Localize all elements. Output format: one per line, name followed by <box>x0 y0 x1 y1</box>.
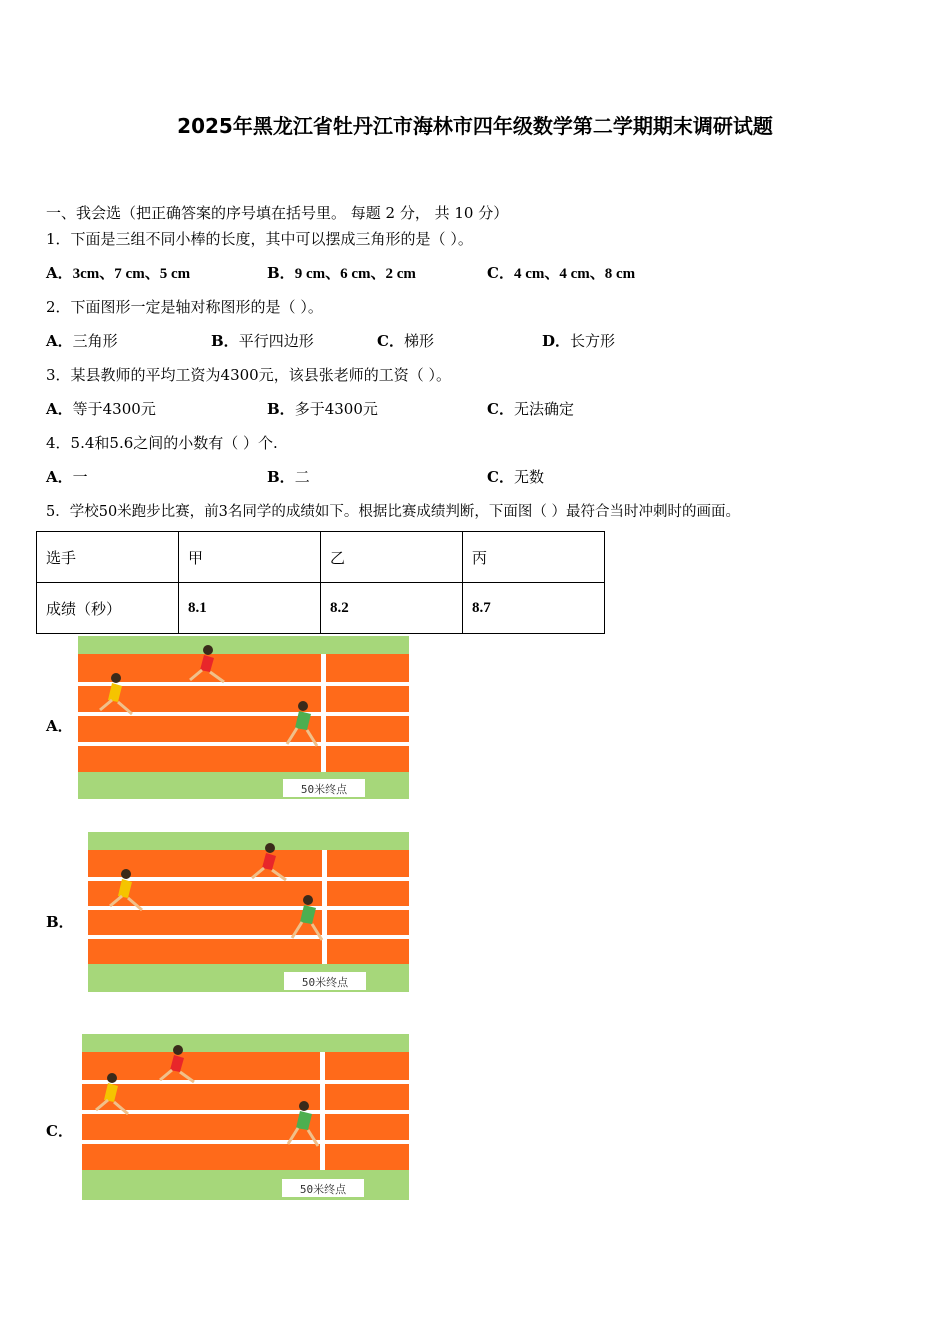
table-cell: 8.7 <box>463 583 605 634</box>
q4-option-a-text: 一 <box>72 468 88 486</box>
q1-option-b[interactable] <box>267 262 416 283</box>
q3-option-c[interactable] <box>487 398 574 419</box>
table-cell: 8.1 <box>179 583 321 634</box>
finish-label: 50米终点 <box>300 783 348 796</box>
q3-option-c-letter: C． <box>487 400 514 418</box>
finish-label: 50米终点 <box>299 1183 347 1196</box>
page-title: 2025年黑龙江省牡丹江市海林市四年级数学第二学期期末调研试题 <box>177 114 773 138</box>
score-table <box>36 531 605 634</box>
q2-option-c-text: 梯形 <box>403 332 434 350</box>
section-heading: 一、我会选（把正确答案的序号填在括号里。 每题 2 分， 共 10 分） <box>46 204 509 222</box>
q4-option-a[interactable] <box>46 466 88 487</box>
q2-option-b-text: 平行四边形 <box>238 332 314 350</box>
question-1-stem: 1．下面是三组不同小棒的长度，其中可以摆成三角形的是（ ）。 <box>46 230 473 248</box>
q2-option-b-letter: B． <box>211 332 239 350</box>
q1-option-c-text: 4 cm、4 cm、8 cm <box>513 266 636 282</box>
q2-option-c-letter: C． <box>377 332 404 350</box>
table-header-cell: 丙 <box>463 532 605 583</box>
q4-option-c-letter: C． <box>487 468 514 486</box>
q2-option-d[interactable] <box>542 330 615 351</box>
q2-option-b[interactable] <box>211 330 314 351</box>
q1-option-b-text: 9 cm、6 cm、2 cm <box>294 266 416 282</box>
q2-option-d-letter: D． <box>542 332 571 350</box>
picture-b-label[interactable]: B． <box>46 913 74 931</box>
table-header-cell: 甲 <box>179 532 321 583</box>
q3-option-b[interactable] <box>267 398 378 419</box>
q2-option-a-letter: A． <box>46 332 73 350</box>
q2-option-d-text: 长方形 <box>570 332 616 350</box>
picture-c-label[interactable]: C． <box>46 1122 73 1140</box>
q1-option-a-text: 3cm、7 cm、5 cm <box>72 266 191 282</box>
table-row <box>37 532 605 583</box>
q4-option-b[interactable] <box>267 466 310 487</box>
q1-option-c-letter: C． <box>487 264 514 282</box>
q4-option-c-text: 无数 <box>513 468 544 486</box>
q3-option-b-letter: B． <box>267 400 295 418</box>
table-cell: 8.2 <box>321 583 463 634</box>
q1-option-a-letter: A． <box>46 264 73 282</box>
q4-option-b-letter: B． <box>267 468 295 486</box>
question-5-stem: 5．学校50米跑步比赛，前3名同学的成绩如下。根据比赛成绩判断，下面图（ ）最符合当时冲刺时的画面。 <box>46 504 741 520</box>
table-header-cell: 乙 <box>321 532 463 583</box>
q1-option-a[interactable] <box>46 262 190 283</box>
q1-option-b-letter: B． <box>267 264 295 282</box>
q2-option-a[interactable] <box>46 330 118 351</box>
q3-option-b-text: 多于4300元 <box>294 400 378 418</box>
question-3-stem: 3．某县教师的平均工资为4300元，该县张老师的工资（ ）。 <box>46 366 451 384</box>
q2-option-c[interactable] <box>377 330 434 351</box>
track-picture-a[interactable] <box>78 636 409 799</box>
table-header-cell: 选手 <box>37 532 179 583</box>
picture-a-label[interactable]: A． <box>46 717 73 735</box>
table-cell: 成绩（秒） <box>37 583 179 634</box>
q4-option-b-text: 二 <box>294 468 310 486</box>
track-picture-c[interactable] <box>82 1034 409 1200</box>
q4-option-a-letter: A． <box>46 468 73 486</box>
q3-option-a-letter: A． <box>46 400 73 418</box>
q3-option-a-text: 等于4300元 <box>72 400 156 418</box>
question-2-stem: 2．下面图形一定是轴对称图形的是（ ）。 <box>46 298 323 316</box>
table-row <box>37 583 605 634</box>
track-picture-b[interactable] <box>88 832 409 992</box>
q4-option-c[interactable] <box>487 466 544 487</box>
finish-label: 50米终点 <box>301 976 349 989</box>
q1-option-c[interactable] <box>487 262 635 283</box>
question-4-stem: 4．5.4和5.6之间的小数有（ ）个. <box>46 434 278 452</box>
q2-option-a-text: 三角形 <box>72 332 118 350</box>
q3-option-a[interactable] <box>46 398 156 419</box>
q3-option-c-text: 无法确定 <box>513 400 574 418</box>
